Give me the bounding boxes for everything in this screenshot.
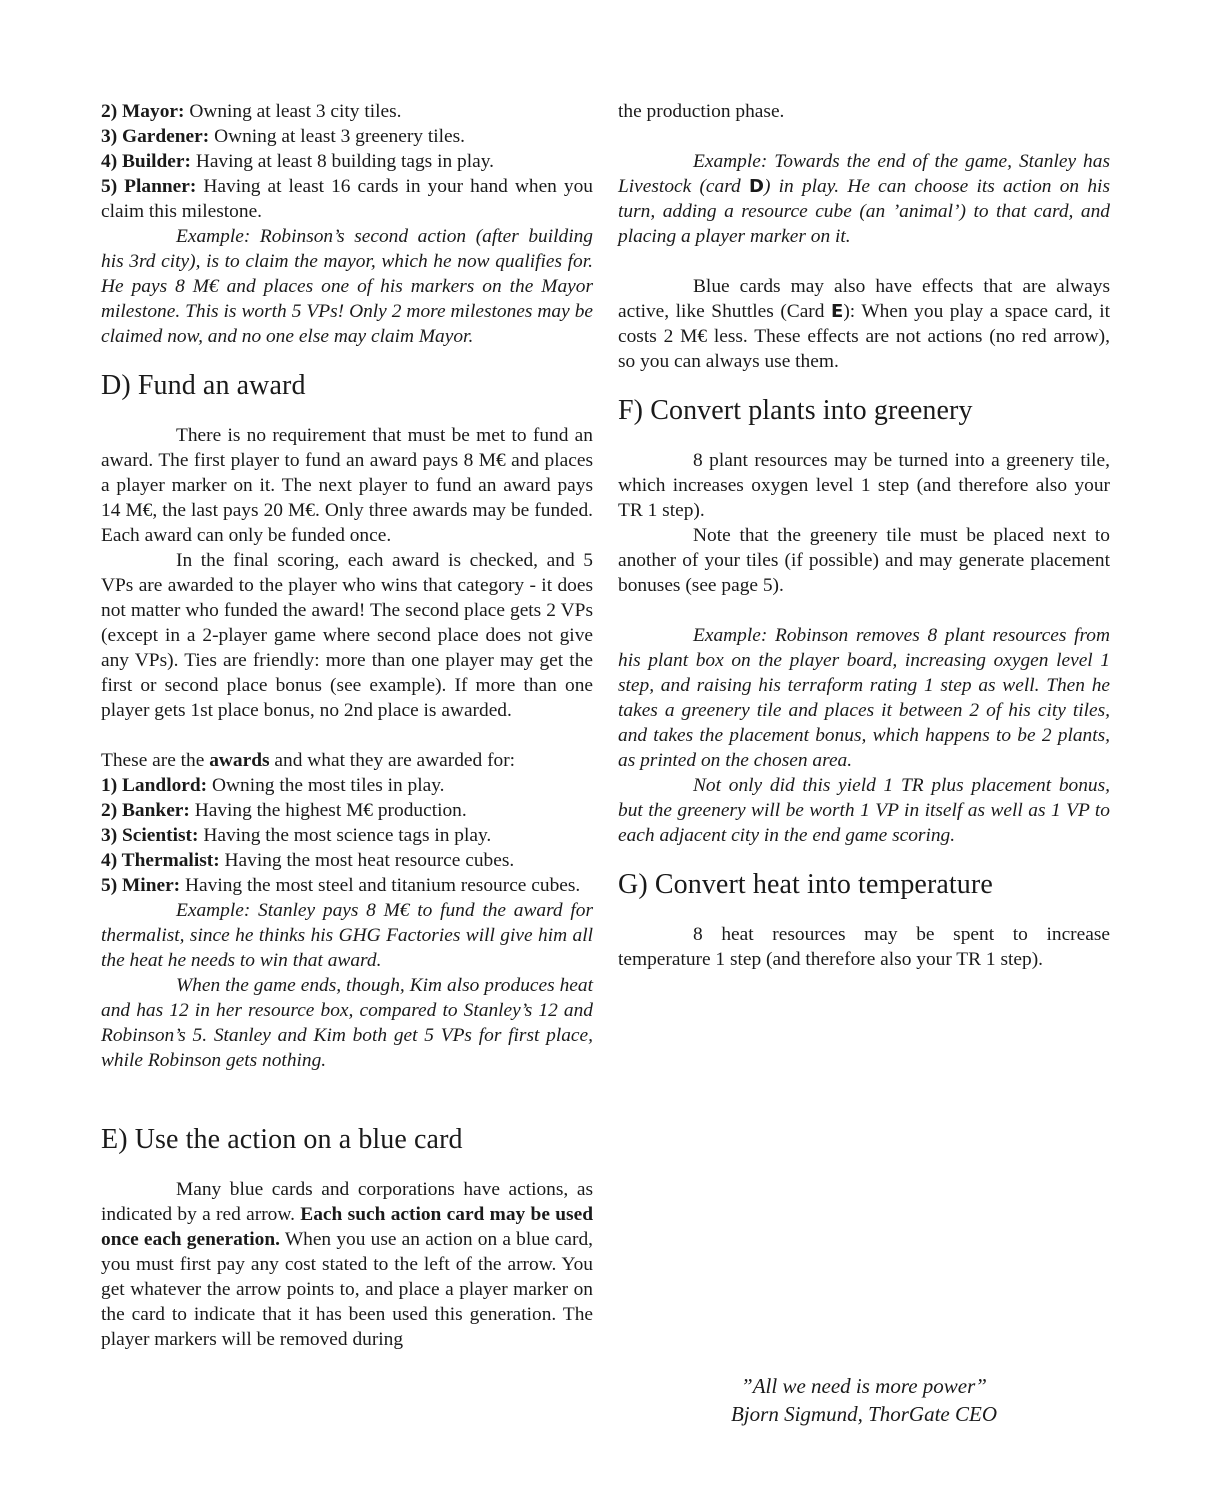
award-item: 4) Thermalist: Having the most heat resource cubes.	[101, 850, 515, 871]
award-item: 1) Landlord: Owning the most tiles in play.	[101, 775, 445, 796]
awards-intro: These are the awards and what they are awarded for:	[101, 750, 516, 771]
section-d-heading: D) Fund an award	[101, 370, 306, 401]
section-e-continuation: the production phase.	[618, 101, 785, 122]
right-column	[618, 99, 1110, 972]
section-d-paragraph: In the final scoring, each award is checked, and 5 VPs are awarded to the player who wins that category - it does not matter who funded the award! The second place gets 2 VPs (except in a 2-player game where second place does not give any VPs). Ties are friendly: more than one player may get the first or second place bonus (see example). If more than one player gets 1st place bonus, no 2nd place is awarded.	[101, 550, 593, 721]
section-e-example: Example: Towards the end of the game, Stanley has Livestock (card D) in play. He can choose its action on his turn, adding a resource cube (an ’animal’) to that card, and placing a player marker on it.	[618, 151, 1110, 247]
section-g-paragraph: 8 heat resources may be spent to increase temperature 1 step (and therefore also your TR 1 step).	[618, 924, 1110, 970]
section-e-heading: E) Use the action on a blue card	[101, 1124, 463, 1155]
award-example: Example: Stanley pays 8 M€ to fund the award for thermalist, since he thinks his GHG Factories will give him all the heat he needs to win that award.	[101, 900, 593, 971]
milestone-item: 2) Mayor: Owning at least 3 city tiles.	[101, 101, 402, 122]
section-f-example: Example: Robinson removes 8 plant resources from his plant box on the player board, increasing oxygen level 1 step, and raising his terraform rating 1 step as well. Then he takes a greenery tile and places it between 2 of his city tiles, and takes the placement bonus, which happens to be 2 plants, as printed on the chosen area.	[618, 625, 1110, 771]
award-example: When the game ends, though, Kim also produces heat and has 12 in her resource box, compared to Stanley’s 12 and Robinson’s 5. Stanley and Kim both get 5 VPs for first place, while Robinson gets nothing.	[101, 975, 593, 1071]
award-item: 5) Miner: Having the most steel and titanium resource cubes.	[101, 875, 581, 896]
section-f-paragraph: 8 plant resources may be turned into a greenery tile, which increases oxygen level 1 step (and therefore also your TR 1 step).	[618, 450, 1110, 521]
milestone-item: 4) Builder: Having at least 8 building tags in play.	[101, 151, 494, 172]
award-item: 2) Banker: Having the highest M€ production.	[101, 800, 467, 821]
card-letter-icon: E	[831, 301, 844, 322]
section-f-paragraph: Note that the greenery tile must be placed next to another of your tiles (if possible) and may generate placement bonuses (see page 5).	[618, 525, 1110, 596]
milestone-item: 3) Gardener: Owning at least 3 greenery tiles.	[101, 126, 466, 147]
milestone-example: Example: Robinson’s second action (after building his 3rd city), is to claim the mayor, which he now qualifies for. He pays 8 M€ and places one of his markers on the Mayor milestone. This is worth 5 VPs! Only 2 more milestones may be claimed now, and no one else may claim Mayor.	[101, 226, 593, 347]
section-f-heading: F) Convert plants into greenery	[618, 395, 973, 426]
section-e-paragraph: Many blue cards and corporations have actions, as indicated by a red arrow. Each such action card may be used once each generation. When you use an action on a blue card, you must first pay any cost stated to the left of the arrow. You get whatever the arrow points to, and place a player marker on the card to indicate that it has been used this generation. The player markers will be removed during	[101, 1179, 593, 1350]
blue-effects-paragraph: Blue cards may also have effects that are always active, like Shuttles (Card E): When you play a space card, it costs 2 M€ less. These effects are not actions (no red arrow), so you can always use them.	[618, 276, 1110, 372]
quote-attribution: Bjorn Sigmund, ThorGate CEO	[730, 1402, 997, 1426]
quote-text: ”All we need is more power”	[741, 1374, 987, 1398]
section-d-paragraph: There is no requirement that must be met to fund an award. The first player to fund an award pays 8 M€ and places a player marker on it. The next player to fund an award pays 14 M€, the last pays 20 M€. Only three awards may be funded. Each award can only be funded once.	[101, 425, 593, 546]
left-column	[101, 99, 593, 1352]
award-item: 3) Scientist: Having the most science tags in play.	[101, 825, 492, 846]
section-g-heading: G) Convert heat into temperature	[618, 869, 993, 900]
section-f-example: Not only did this yield 1 TR plus placement bonus, but the greenery will be worth 1 VP in itself as well as 1 VP to each adjacent city in the end game scoring.	[618, 775, 1110, 846]
milestone-item: 5) Planner: Having at least 16 cards in your hand when you claim this milestone.	[101, 176, 593, 222]
closing-quote	[618, 1372, 1110, 1428]
card-letter-icon: D	[748, 176, 764, 197]
